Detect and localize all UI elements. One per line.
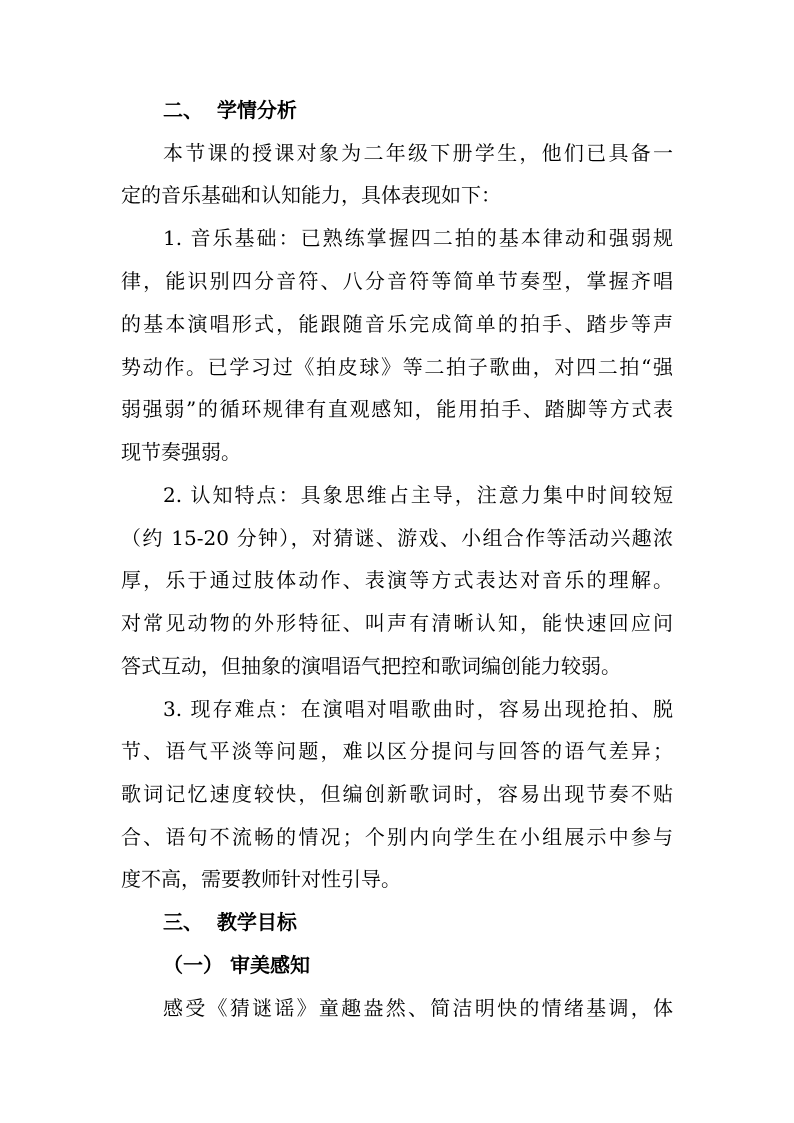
paragraph-line: 2. 认知特点：具象思维占主导，注意力集中时间较短 bbox=[163, 483, 673, 507]
paragraph-line: 势动作。已学习过《拍皮球》等二拍子歌曲，对四二拍“强 bbox=[121, 355, 673, 379]
paragraph-line: 定的音乐基础和认知能力，具体表现如下： bbox=[121, 183, 501, 207]
paragraph-line: 对常见动物的外形特征、叫声有清晰认知，能快速回应问 bbox=[121, 611, 673, 635]
paragraph-line: 的基本演唱形式，能跟随音乐完成简单的拍手、踏步等声 bbox=[121, 312, 673, 336]
paragraph-line: 律，能识别四分音符、八分音符等简单节奏型，掌握齐唱 bbox=[121, 269, 673, 293]
paragraph-line: 厚，乐于通过肢体动作、表演等方式表达对音乐的理解。 bbox=[121, 568, 673, 592]
paragraph-line: 答式互动，但抽象的演唱语气把控和歌词编创能力较弱。 bbox=[121, 654, 621, 678]
paragraph-line: 歌词记忆速度较快，但编创新歌词时，容易出现节奏不贴 bbox=[121, 782, 673, 806]
paragraph-line: 感受《猜谜谣》童趣盎然、简洁明快的情绪基调，体 bbox=[163, 996, 673, 1020]
paragraph-line: 弱强弱”的循环规律有直观感知，能用拍手、踏脚等方式表 bbox=[121, 397, 673, 421]
paragraph-line: 3. 现存难点：在演唱对唱歌曲时，容易出现抢拍、脱 bbox=[163, 697, 673, 721]
paragraph-line: 合、语句不流畅的情况；个别内向学生在小组展示中参与 bbox=[121, 825, 673, 849]
paragraph-line: 节、语气平淡等问题，难以区分提问与回答的语气差异； bbox=[121, 739, 673, 763]
section-heading-teaching-goals: 三、 教学目标 bbox=[163, 910, 297, 934]
section-heading-learner-analysis: 二、 学情分析 bbox=[163, 98, 297, 122]
subsection-heading-aesthetic-perception: （一） 审美感知 bbox=[163, 953, 310, 977]
paragraph-line: 1. 音乐基础：已熟练掌握四二拍的基本律动和强弱规 bbox=[163, 226, 673, 250]
paragraph-line: （约 15-20 分钟），对猜谜、游戏、小组合作等活动兴趣浓 bbox=[121, 526, 673, 550]
paragraph-line: 度不高，需要教师针对性引导。 bbox=[121, 867, 401, 891]
paragraph-line: 现节奏强弱。 bbox=[121, 440, 241, 464]
paragraph-line: 本节课的授课对象为二年级下册学生，他们已具备一 bbox=[163, 141, 673, 165]
